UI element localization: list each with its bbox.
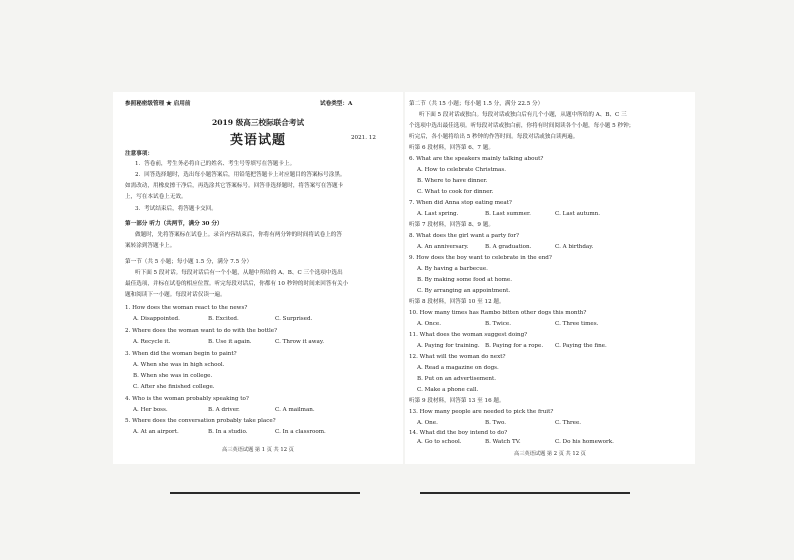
option-c: C. Do his homework. [555, 439, 614, 445]
note-line: 3．考试结束后，将答题卡交回。 [135, 206, 217, 212]
part1-desc: 做题时，先将答案标在试卷上。录音内容结束后，你将有两分钟的时间将试卷上的答 [135, 232, 342, 238]
option-b: B. Watch TV. [485, 439, 521, 445]
option-a: A. Read a magazine on dogs. [417, 365, 499, 371]
question: 2. Where does the woman want to do with the bottle? [125, 328, 278, 334]
option-b: B. Where to have dinner. [417, 178, 488, 184]
option-c: C. After she finished college. [133, 384, 215, 390]
note-line: 2．回答选择题时，选出每小题答案后，用铅笔把答题卡上对应题目的答案标号涂黑。 [135, 172, 346, 178]
option-b: B. Paying for a rope. [485, 343, 544, 349]
question: 4. Who is the woman probably speaking to? [125, 396, 249, 402]
option-a: A. Go to school. [417, 439, 462, 445]
material-instruction: 听第 7 段材料，回答第 8、9 题。 [409, 222, 494, 228]
page-footer: 高三英语试题 第 1 页 共 12 页 [222, 447, 294, 453]
note-line: 上，写在本试卷上无效。 [125, 194, 187, 200]
question: 5. Where does the conversation probably take place? [125, 418, 276, 424]
option-c: C. In a classroom. [275, 429, 326, 435]
section2-desc: 个选项中选出最佳选项。听每段对话或独白前，你将有时间阅读各个小题，每小题 5 秒钟； [409, 123, 635, 129]
option-a: A. An anniversary. [417, 244, 469, 250]
section2-desc: 听完后，各小题将给出 5 秒钟的作答时间。每段对话或独白读两遍。 [409, 134, 579, 140]
option-b: B. In a studio. [208, 429, 248, 435]
material-instruction: 听第 8 段材料，回答第 10 至 12 题。 [409, 299, 505, 305]
question: 7. When did Anna stop eating meat? [409, 200, 512, 206]
paper-type-label: 试卷类型：A [320, 101, 353, 107]
section1-desc: 题和阅读下一小题。每段对话仅读一遍。 [125, 292, 226, 298]
question: 8. What does the girl want a party for? [409, 233, 520, 239]
part1-title: 第一部分 听力（共两节，满分 30 分） [125, 221, 223, 227]
option-c: C. A mailman. [275, 407, 315, 413]
confidentiality-label: 参照秘密级管理 ★ 启用前 [125, 101, 191, 107]
question: 11. What does the woman suggest doing? [409, 332, 528, 338]
option-c: C. Last autumn. [555, 211, 601, 217]
section1-desc: 最佳选项，并标在试卷的相应位置。听完每段对话后，你都有 10 秒钟的时间来回答有关小 [125, 281, 349, 287]
question: 13. How many people are needed to pick the fruit? [409, 409, 554, 415]
material-instruction: 听第 9 段材料，回答第 13 至 16 题。 [409, 398, 505, 404]
page-edge-shadow [420, 492, 630, 494]
option-c: C. A birthday. [555, 244, 594, 250]
option-b: B. Twice. [485, 321, 511, 327]
option-b: B. Put on an advertisement. [417, 376, 497, 382]
question: 14. What did the boy intend to do? [409, 430, 508, 436]
question: 10. How many times has Rambo bitten other dogs this month? [409, 310, 587, 316]
question: 3. When did the woman begin to paint? [125, 351, 237, 357]
option-a: A. Recycle it. [133, 339, 171, 345]
option-c: C. Three. [555, 420, 582, 426]
option-b: B. Two. [485, 420, 507, 426]
section2-desc: 听下面 5 段对话或独白。每段对话或独白后有几个小题，从题中所给的 A、B、C 三 [419, 112, 627, 118]
option-c: C. By arranging an appointment. [417, 288, 511, 294]
option-c: C. Surprised. [275, 316, 313, 322]
option-a: A. By having a barbecue. [417, 266, 488, 272]
exam-main-title: 英语试题 [229, 133, 286, 148]
option-a: A. Paying for training. [417, 343, 480, 349]
question: 1. How does the woman react to the news? [125, 305, 248, 311]
exam-date: 2021. 12 [351, 135, 376, 141]
option-a: A. Once. [417, 321, 442, 327]
option-a: A. At an airport. [133, 429, 179, 435]
option-b: B. A graduation. [485, 244, 532, 250]
note-line: 1．答卷前，考生务必将自己的姓名、考生号等填写在答题卡上。 [135, 161, 296, 167]
question: 6. What are the speakers mainly talking about? [409, 156, 544, 162]
option-b: B. When she was in college. [133, 373, 213, 379]
section2-title: 第二节（共 15 小题；每小题 1.5 分，满分 22.5 分） [409, 101, 544, 107]
section1-desc: 听下面 5 段对话。每段对话后有一个小题，从题中所给的 A、B、C 三个选项中选出 [135, 270, 343, 276]
option-c: C. Throw it away. [275, 339, 325, 345]
exam-page-2 [405, 92, 695, 464]
option-b: B. Use it again. [208, 339, 252, 345]
option-a: A. When she was in high school. [133, 362, 225, 368]
option-a: A. Disappointed. [133, 316, 180, 322]
note-line: 如需改动，用橡皮擦干净后，再选涂其它答案标号。回答非选择题时，将答案写在答题卡 [125, 183, 344, 189]
option-c: C. What to cook for dinner. [417, 189, 494, 195]
option-a: A. Last spring. [417, 211, 459, 217]
notes-title: 注意事项： [125, 151, 153, 157]
page-edge-shadow [170, 492, 360, 494]
exam-title-line: 2019 级高三校际联合考试 [211, 118, 305, 127]
option-c: C. Paying the fine. [555, 343, 607, 349]
option-a: A. One. [417, 420, 438, 426]
page-footer: 高三英语试题 第 2 页 共 12 页 [514, 451, 586, 457]
question: 12. What will the woman do next? [409, 354, 506, 360]
option-c: C. Make a phone call. [417, 387, 479, 393]
exam-page-1 [113, 92, 403, 464]
section1-title: 第一节（共 5 小题；每小题 1.5 分，满分 7.5 分） [125, 259, 253, 265]
question: 9. How does the boy want to celebrate in the end? [409, 255, 552, 261]
option-a: A. Her boss. [133, 407, 168, 413]
option-b: B. Last summer. [485, 211, 531, 217]
option-a: A. How to celebrate Christmas. [417, 167, 507, 173]
option-b: B. A driver. [208, 407, 240, 413]
option-c: C. Three times. [555, 321, 599, 327]
part1-desc: 案转涂到答题卡上。 [125, 243, 176, 249]
option-b: B. Excited. [208, 316, 239, 322]
option-b: B. By making some food at home. [417, 277, 513, 283]
section2-desc: 听第 6 段材料，回答第 6、7 题。 [409, 145, 494, 151]
